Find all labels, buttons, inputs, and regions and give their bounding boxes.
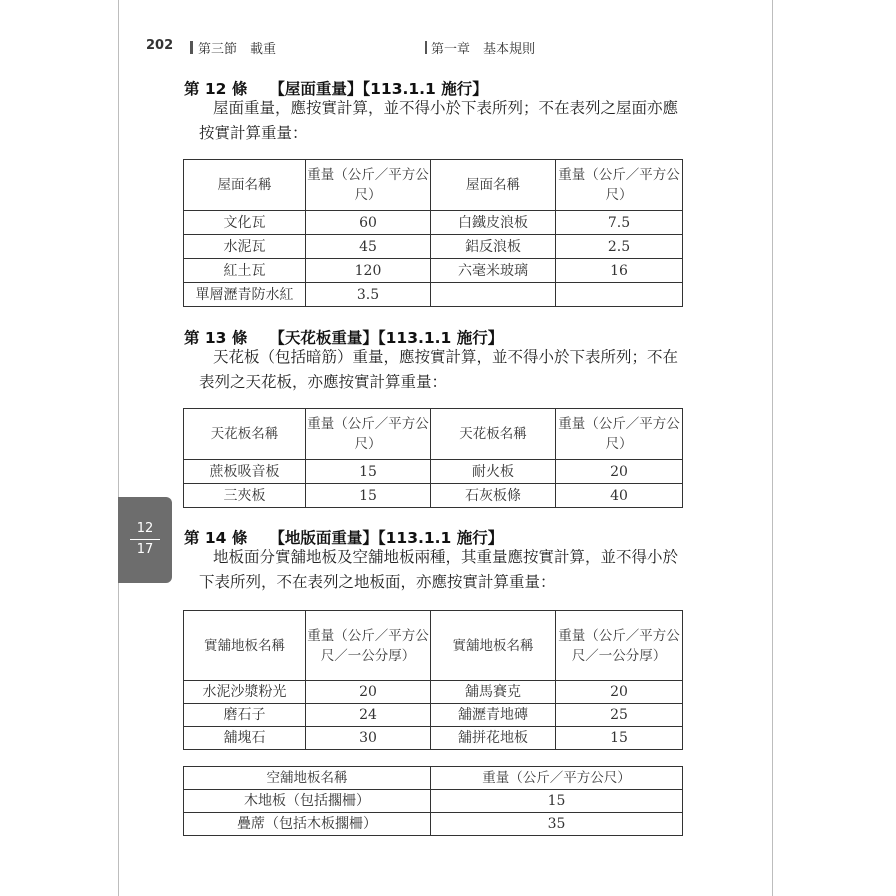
table-row: [184, 259, 683, 283]
table-row: [184, 484, 683, 508]
side-tab-divider: [130, 539, 160, 540]
table-cell: 舖瀝青地磚: [431, 704, 556, 727]
page-number: 202: [146, 38, 174, 53]
table-cell: 3.5: [306, 283, 431, 307]
table-header-row: [184, 767, 683, 790]
side-tab-bottom-number: 17: [136, 542, 154, 557]
table-cell: 六毫米玻璃: [431, 259, 556, 283]
header-cell: 實舖地板名稱: [184, 611, 306, 681]
header-cell: 重量（公斤／平方公尺／一公分厚）: [556, 611, 683, 681]
article-13-number: 第 13 條: [184, 329, 248, 347]
table-cell: 30: [306, 727, 431, 750]
table-cell: 舖馬賽克: [431, 681, 556, 704]
header-cell: 屋面名稱: [431, 160, 556, 211]
header-cell: 空舖地板名稱: [184, 767, 431, 790]
roof-weight-table: [183, 159, 683, 307]
table-header-row: [184, 160, 683, 211]
ceiling-weight-table: [183, 408, 683, 508]
header-cell: 重量（公斤／平方公尺／一公分厚）: [306, 611, 431, 681]
header-cell: 重量（公斤／平方公尺）: [556, 160, 683, 211]
raised-floor-weight-table: [183, 766, 683, 836]
table-cell: [556, 283, 683, 307]
article-12-number: 第 12 條: [184, 80, 248, 98]
table-row: [184, 211, 683, 235]
article-14-text: 地板面分實舖地板及空舖地板兩種，其重量應按實計算，並不得小於下表所列，不在表列之地板面，亦應按實計算重量：: [199, 548, 679, 591]
header-cell: 重量（公斤／平方公尺）: [306, 409, 431, 460]
table-cell: 單層瀝青防水紅: [184, 283, 306, 307]
table-cell: 15: [306, 460, 431, 484]
table-cell: 35: [431, 813, 683, 836]
table-row: [184, 235, 683, 259]
article-12-text: 屋面重量，應按實計算，並不得小於下表所列；不在表列之屋面亦應按實計算重量：: [199, 99, 679, 142]
chapter-header: [425, 38, 535, 58]
table-row: [184, 813, 683, 836]
table-row: [184, 681, 683, 704]
article-14-number: 第 14 條: [184, 529, 248, 547]
header-cell: 重量（公斤／平方公尺）: [431, 767, 683, 790]
table-cell: 舖拼花地板: [431, 727, 556, 750]
table-cell: 白鐵皮浪板: [431, 211, 556, 235]
table-cell: 水泥沙漿粉光: [184, 681, 306, 704]
table-cell: 15: [431, 790, 683, 813]
table-cell: 三夾板: [184, 484, 306, 508]
table-cell: 紅土瓦: [184, 259, 306, 283]
table-header-row: [184, 611, 683, 681]
table-cell: 120: [306, 259, 431, 283]
table-row: [184, 283, 683, 307]
section-title: 第三節 載重: [198, 42, 277, 57]
table-cell: 20: [556, 460, 683, 484]
header-cell: 實舖地板名稱: [431, 611, 556, 681]
table-cell: 40: [556, 484, 683, 508]
table-cell: 文化瓦: [184, 211, 306, 235]
table-cell: 舖塊石: [184, 727, 306, 750]
table-cell: 蔗板吸音板: [184, 460, 306, 484]
article-12-title: 【屋面重量】【113.1.1 施行】: [269, 80, 488, 98]
side-tab-top-number: 12: [136, 521, 154, 536]
header-cell: 天花板名稱: [431, 409, 556, 460]
header-cell: 天花板名稱: [184, 409, 306, 460]
table-cell: 木地板（包括擱柵）: [184, 790, 431, 813]
table-header-row: [184, 409, 683, 460]
table-cell: 45: [306, 235, 431, 259]
solid-floor-weight-table: [183, 610, 683, 750]
article-13-text: 天花板（包括暗筋）重量，應按實計算，並不得小於下表所列；不在表列之天花板，亦應按實計算重量：: [199, 348, 679, 391]
chapter-title: 第一章 基本規則: [431, 42, 536, 57]
table-cell: 耐火板: [431, 460, 556, 484]
table-cell: 磨石子: [184, 704, 306, 727]
table-cell: 25: [556, 704, 683, 727]
chapter-marker: [425, 41, 427, 54]
table-row: [184, 727, 683, 750]
header-cell: 重量（公斤／平方公尺）: [306, 160, 431, 211]
article-13-title: 【天花板重量】【113.1.1 施行】: [269, 329, 504, 347]
section-marker: [190, 41, 193, 54]
table-cell: 15: [556, 727, 683, 750]
table-cell: 7.5: [556, 211, 683, 235]
header-cell: 屋面名稱: [184, 160, 306, 211]
article-14-title: 【地版面重量】【113.1.1 施行】: [269, 529, 504, 547]
table-cell: 2.5: [556, 235, 683, 259]
chapter-side-tab: [118, 497, 172, 583]
table-row: [184, 460, 683, 484]
table-cell: 60: [306, 211, 431, 235]
table-cell: 鋁反浪板: [431, 235, 556, 259]
table-row: [184, 704, 683, 727]
table-cell: 15: [306, 484, 431, 508]
table-cell: 20: [306, 681, 431, 704]
header-cell: 重量（公斤／平方公尺）: [556, 409, 683, 460]
section-header: [190, 38, 276, 58]
table-cell: 疊蓆（包括木板擱柵）: [184, 813, 431, 836]
table-cell: 水泥瓦: [184, 235, 306, 259]
table-cell: [431, 283, 556, 307]
table-cell: 16: [556, 259, 683, 283]
table-row: [184, 790, 683, 813]
table-cell: 20: [556, 681, 683, 704]
table-cell: 24: [306, 704, 431, 727]
table-cell: 石灰板條: [431, 484, 556, 508]
